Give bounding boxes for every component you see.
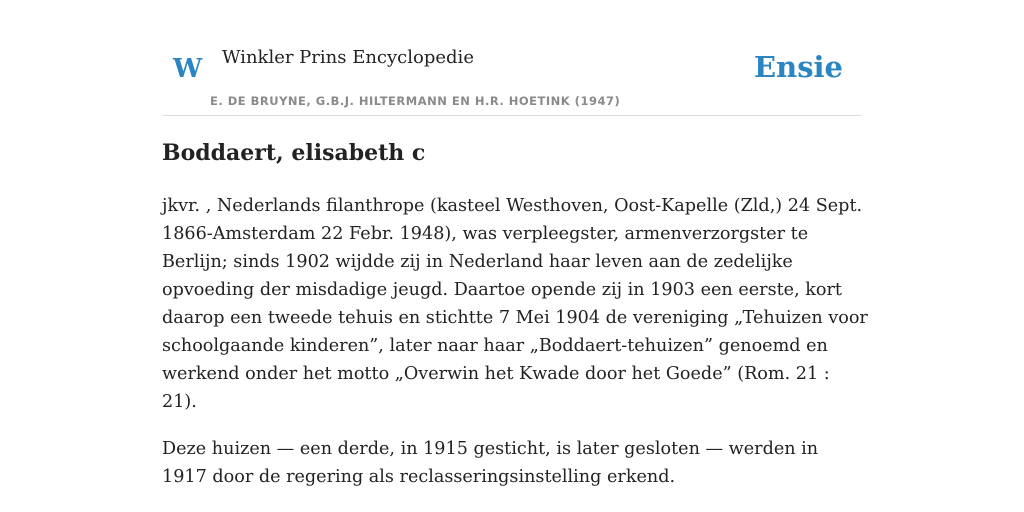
article-paragraph: jkvr. , Nederlands filanthrope (kasteel Westhoven, Oost-Kapelle (Zld,) 24 Sept. 1866-Amsterdam 22 Febr. 1948), was verpleegster, armenverzorgster te Berlijn; sinds 1902 wijdde zij in Nederland haar leven aan de zedelijke opvoeding der misdadige jeugd. Daartoe opende zij in 1903 een eerste, kort daarop een tweede tehuis en stichtte 7 Mei 1904 de vereniging „Tehuizen voor schoolgaande kinderen”, later naar haar „Boddaert-tehuizen” genoemd en werkend onder het motto „Overwin het Kwade door het Goede” (Rom. 21 : 21). xyxy=(162,196,868,412)
ensie-logo[interactable]: Ensie xyxy=(754,50,843,84)
article-title: Boddaert, elisabeth c xyxy=(162,140,426,166)
publication-authors: E. DE BRUYNE, G.B.J. HILTERMANN EN H.R. HOETINK (1947) xyxy=(210,94,621,108)
article-paragraph: Deze huizen — een derde, in 1915 gesticht, is later gesloten — werden in 1917 door de regering als reclasseringsinstelling erkend. xyxy=(162,439,819,487)
article-body xyxy=(162,192,868,510)
publication-logo[interactable]: W xyxy=(173,54,203,84)
publication-title[interactable]: Winkler Prins Encyclopedie xyxy=(222,47,474,68)
publication-header xyxy=(162,40,862,116)
